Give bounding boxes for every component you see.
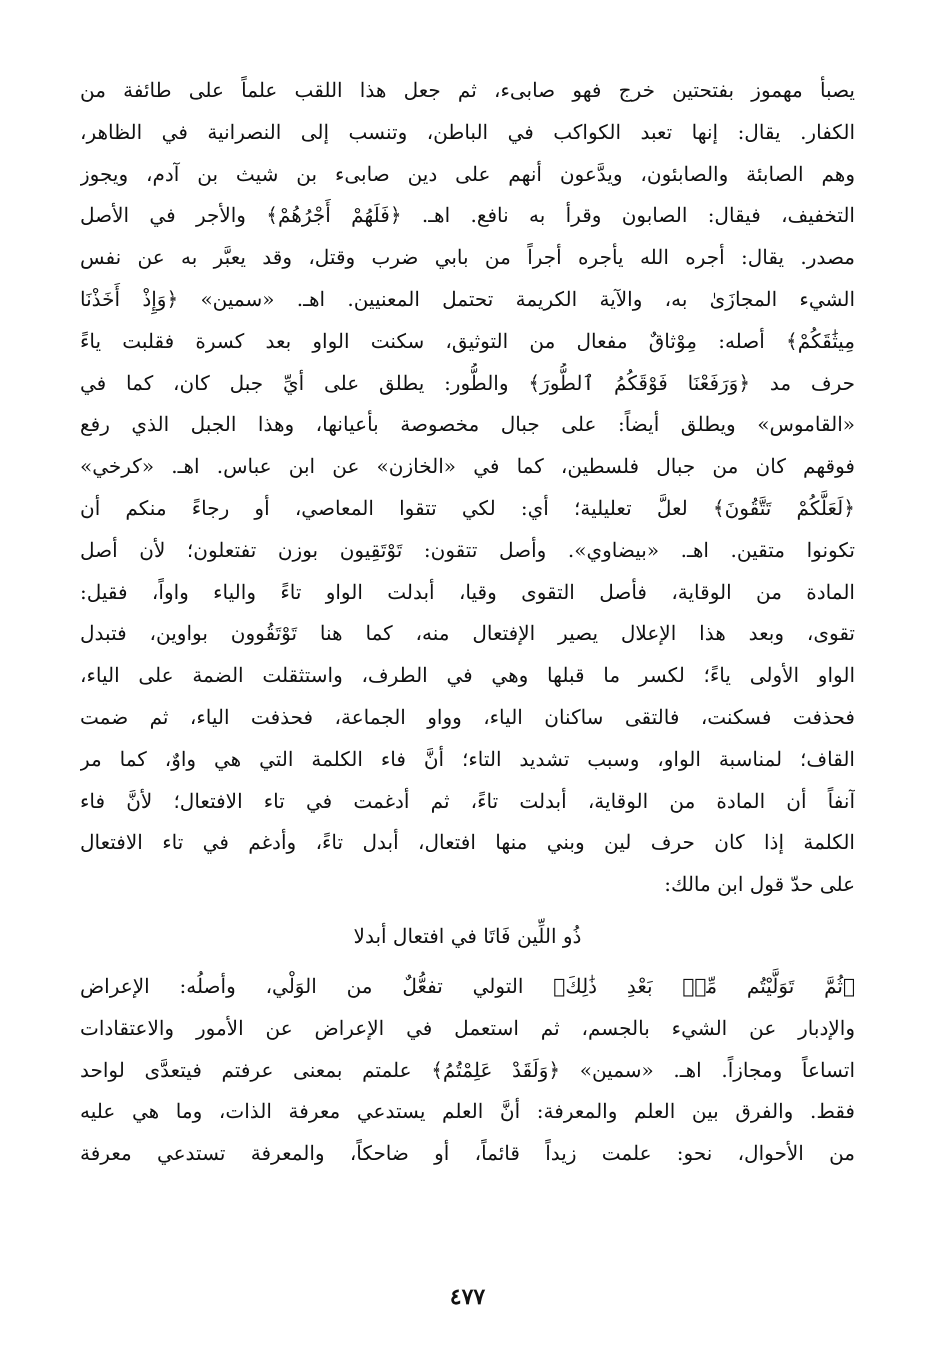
text-line: على حدّ قول ابن مالك: <box>664 872 855 897</box>
text-line: حرف مد ﴿وَرَفَعْنَا فَوْقَكُمُ ٱلطُّورَ﴾ والطُّور: يطلق على أيِّ جبل كان، كما في <box>80 370 855 395</box>
text-line: الكفار. يقال: إنها تعبد الكواكب في الباطن، وتنسب إلى النصرانية في الظاهر، <box>80 119 855 144</box>
text-line: الكلمة إذا كان حرف لين وبني منها افتعال، أبدل تاءً، وأدغم في تاء الافتعال <box>80 830 855 855</box>
text-line: المادة من الوقاية، فأصل التقوى وقيا، أبدلت الواو تاءً والياء واواً، فقيل: <box>80 579 855 604</box>
text-line: فحذفت فسكنت، فالتقى ساكنان الياء، وواو الجماعة، فحذفت الياء، ثم ضمت <box>80 704 855 729</box>
text-line: التخفيف، فيقال: الصابون وقرأ به نافع. اهـ. ﴿فَلَهُمْ أَجْرُهُمْ﴾ والأجر في الأصل <box>80 203 855 228</box>
text-line: يصبأ مهموز بفتحتين خرج فهو صابىء، ثم جعل هذا اللقب علماً على طائفة من <box>80 78 855 102</box>
text-line: الواو الأولى ياءً؛ لكسر ما قبلها وهي في الطرف، واستثقلت الضمة على الياء، <box>80 663 855 688</box>
text-line: ﴿لَعَلَّكُمْ تَتَّقُونَ﴾ لعلَّ تعليلية؛ أي: لكي تتقوا المعاصي، أو رجاءً منكم أن <box>80 495 855 520</box>
page-number: ٤٧٧ <box>449 1284 486 1310</box>
text-line: ﴿ثُمَّ تَوَلَّيْتُم مِّنۢ بَعْدِ ذَٰلِكَ﴾ التولي تفعُّلٌ من الوَلْي، وأصلُه: الإعراض <box>80 973 855 998</box>
text-line: تكونوا متقين. اهـ. «بيضاوي». وأصل تتقون: تَوْتَقِيون بوزن تفتعلون؛ لأن أصل <box>80 537 855 562</box>
text-line: فوقهم كان من جبال فلسطين، كما في «الخازن» عن ابن عباس. اهـ. «كرخي» <box>80 454 855 479</box>
text-line: مصدر. يقال: أجره الله يأجره أجراً من بابي ضرب وقتل، وقد يعبَّر به عن نفس <box>80 245 855 270</box>
text-line: القاف؛ لمناسبة الواو، وسبب تشديد التاء؛ أنَّ فاء الكلمة التي هي واوٌ، كما مر <box>80 746 855 771</box>
text-line: آنفاً أن المادة من الوقاية، أبدلت تاءً، ثم أدغمت في تاء الافتعال؛ لأنَّ فاء <box>80 788 855 813</box>
text-line: اتساعاً ومجازاً. اهـ. «سمين» ﴿وَلَقَدْ عَلِمْتُمُ﴾ علمتم بمعنى عرفتم فيتعدَّى لواحد <box>80 1057 855 1082</box>
text-line: مِيثَٰقَكُمْ﴾ أصله: مِوْثاقٌ مفعال من التوثيق، سكنت الواو بعد كسرة فقلبت ياءً <box>80 328 855 353</box>
text-line: تقوى، وبعد هذا الإعلال يصير الإفتعال منه، كما هنا تَوْتَقُوون بواوين، فتبدل <box>80 621 855 646</box>
text-line: وهم الصابئة والصابئون، ويدَّعون أنهم على دين صابىء بن شيث بن آدم، ويجوز <box>80 161 855 186</box>
text-line: «القاموس» ويطلق أيضاً: على جبال مخصوصة بأعيانها، وهذا الجبل الذي رفع <box>80 412 855 437</box>
body-text <box>80 70 855 1175</box>
text-line: الشيء المجازَىٰ به، والآية الكريمة تحتمل المعنيين. اهـ. «سمين» ﴿وَإِذْ أَخَذْنَا <box>80 286 855 311</box>
text-line: فقط. والفرق بين العلم والمعرفة: أنَّ العلم يستدعي معرفة الذات، وما هي عليه <box>80 1099 855 1124</box>
poetry-verse: ذُو اللِّين فَاتَا في افتعال أبدلا <box>353 923 582 948</box>
text-line: من الأحوال، نحو: علمت زيداً قائماً، أو ضاحكاً، والمعرفة تستدعي معرفة <box>80 1141 855 1166</box>
text-line: والإدبار عن الشيء بالجسم، ثم استعمل في الإعراض عن الأمور والاعتقادات <box>80 1015 855 1040</box>
